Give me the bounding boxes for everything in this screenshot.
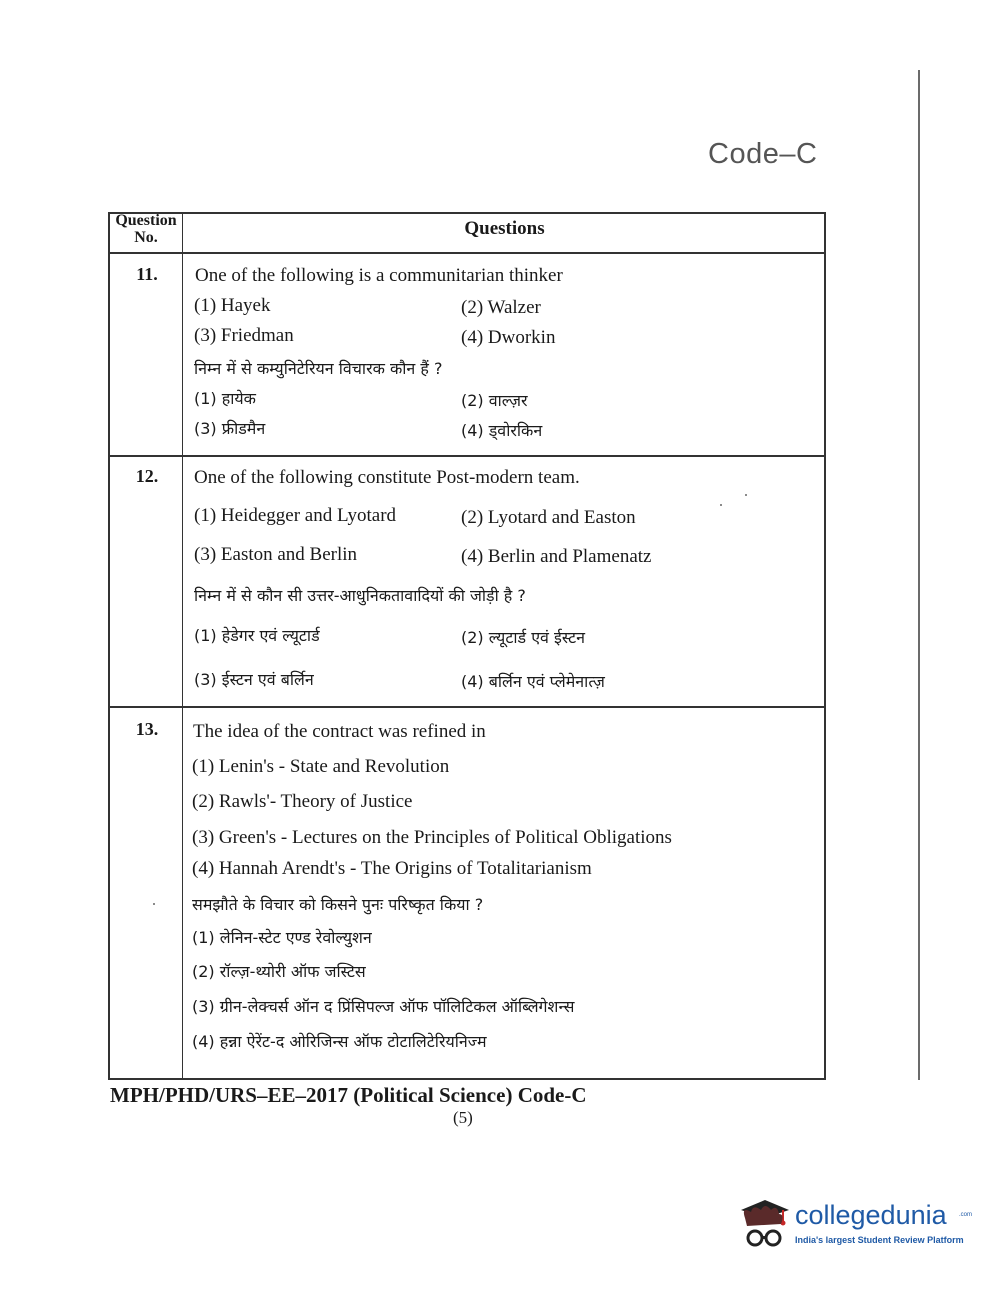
q13-option-1-en: (1) Lenin's - State and Revolution <box>192 756 450 777</box>
q12-option-4-en: (4) Berlin and Plamenatz <box>461 546 652 567</box>
footer-paper-code: MPH/PHD/URS–EE–2017 (Political Science) Code-C <box>110 1083 587 1107</box>
q12-option-1-en: (1) Heidegger and Lyotard <box>194 505 397 526</box>
code-header: Code–C <box>708 138 818 170</box>
question-no-header: Question No. <box>115 212 177 246</box>
logo-wordmark: collegedunia <box>795 1200 947 1230</box>
q12-option-2-en: (2) Lyotard and Easton <box>461 507 636 528</box>
question-11-text-hi: निम्न में से कम्युनिटेरियन विचारक कौन हैं ? <box>194 359 443 378</box>
mascot-icon <box>735 1196 793 1256</box>
q11-option-3-en: (3) Friedman <box>194 325 294 346</box>
q11-option-2-hi: (2) वाल्ज़र <box>461 391 528 410</box>
q13-option-2-hi: (2) रॉल्ज़-थ्योरी ऑफ जस्टिस <box>192 962 366 981</box>
q11-option-2-en: (2) Walzer <box>461 297 541 318</box>
question-12-text-hi: निम्न में से कौन सी उत्तर-आधुनिकतावादियों की जोड़ी है ? <box>194 586 526 605</box>
q12-option-3-hi: (3) ईस्टन एवं बर्लिन <box>194 670 314 689</box>
questions-header: Questions <box>464 218 545 239</box>
scan-speck <box>720 504 722 506</box>
q13-option-3-en: (3) Green's - Lectures on the Principles of Political Obligations <box>192 827 672 848</box>
header-row-divider <box>108 252 826 254</box>
question-number-13: 13. <box>135 719 159 739</box>
question-number-11: 11. <box>136 264 158 284</box>
logo-domain-suffix: .com <box>959 1212 973 1218</box>
page-margin-line <box>918 70 920 1080</box>
question-11-text-en: One of the following is a communitarian thinker <box>195 265 563 286</box>
collegedunia-logo <box>735 1196 973 1256</box>
q11-option-1-en: (1) Hayek <box>194 295 271 316</box>
q13-option-4-hi: (4) हन्ना ऐरेंट-द ओरिजिन्स ऑफ टोटालिटेरियनिज्म <box>192 1032 487 1051</box>
q11-option-4-hi: (4) ड्वोरकिन <box>461 421 543 440</box>
row-divider-11 <box>108 455 826 457</box>
question-13-text-hi: समझौते के विचार को किसने पुनः परिष्कृत किया ? <box>192 895 484 914</box>
q11-option-3-hi: (3) फ्रीडमैन <box>194 419 266 438</box>
question-number-12: 12. <box>135 466 159 486</box>
page-number: (5) <box>453 1108 473 1127</box>
q11-option-1-hi: (1) हायेक <box>194 389 256 408</box>
q12-option-3-en: (3) Easton and Berlin <box>194 544 358 565</box>
q12-option-1-hi: (1) हेडेगर एवं ल्यूटार्ड <box>194 626 320 645</box>
question-13-text-en: The idea of the contract was refined in <box>193 721 486 742</box>
question-12-text-en: One of the following constitute Post-modern team. <box>194 467 580 488</box>
q13-option-1-hi: (1) लेनिन-स्टेट एण्ड रेवोल्युशन <box>192 928 372 947</box>
q13-option-4-en: (4) Hannah Arendt's - The Origins of Totalitarianism <box>192 858 592 879</box>
q12-option-4-hi: (4) बर्लिन एवं प्लेमेनात्ज़ <box>461 672 605 691</box>
scan-speck <box>745 494 747 496</box>
q11-option-4-en: (4) Dworkin <box>461 327 556 348</box>
q13-option-3-hi: (3) ग्रीन-लेक्चर्स ऑन द प्रिंसिपल्ज ऑफ पॉलिटिकल ऑब्लिगेशन्स <box>192 997 575 1016</box>
logo-tagline: India's largest Student Review Platform <box>795 1235 964 1245</box>
scan-speck <box>153 903 155 905</box>
row-divider-12 <box>108 706 826 708</box>
q12-option-2-hi: (2) ल्यूटार्ड एवं ईस्टन <box>461 628 586 647</box>
q13-option-2-en: (2) Rawls'- Theory of Justice <box>192 791 413 812</box>
column-divider <box>182 212 183 1080</box>
